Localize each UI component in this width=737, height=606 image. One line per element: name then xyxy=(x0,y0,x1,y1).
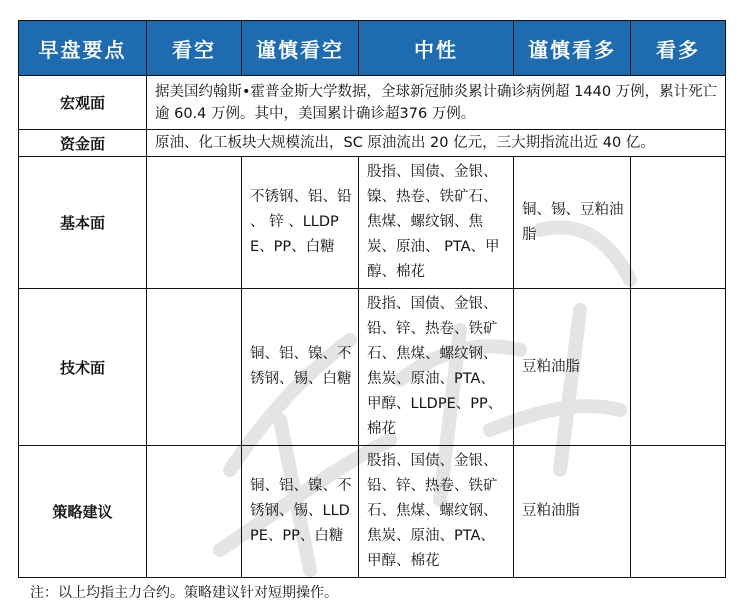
strategy-row xyxy=(19,446,726,578)
capital-row xyxy=(19,130,726,157)
header-bearish: 看空 xyxy=(147,21,242,76)
strategy-cautious-bearish: 铜、铝、镍、不锈钢、锡、LLDPE、PP、白糖 xyxy=(242,446,359,578)
header-neutral: 中性 xyxy=(359,21,514,76)
header-cautious-bearish: 谨慎看空 xyxy=(242,21,359,76)
strategy-neutral: 股指、国债、金银、铅、锌、热卷、铁矿石、焦煤、螺纹钢、焦炭、原油、PTA、甲醇、棉花 xyxy=(359,446,514,578)
strategy-label: 策略建议 xyxy=(19,446,147,578)
capital-text: 原油、化工板块大规模流出，SC 原油流出 20 亿元，三大期指流出近 40 亿。 xyxy=(147,130,726,157)
technical-neutral: 股指、国债、金银、铅、锌、热卷、铁矿石、焦煤、螺纹钢、焦炭、原油、PTA、甲醇、LLDPE、PP、棉花 xyxy=(359,289,514,446)
header-row xyxy=(19,21,726,76)
strategy-bullish xyxy=(631,446,726,578)
technical-row xyxy=(19,289,726,446)
footnote: 注：以上均指主力合约。策略建议针对短期操作。 xyxy=(30,585,338,601)
macro-label: 宏观面 xyxy=(19,76,147,130)
header-cautious-bullish: 谨慎看多 xyxy=(514,21,631,76)
macro-row xyxy=(19,76,726,130)
strategy-cautious-bullish: 豆粕油脂 xyxy=(514,446,631,578)
header-morning-points: 早盘要点 xyxy=(19,21,147,76)
technical-label: 技术面 xyxy=(19,289,147,446)
technical-bullish xyxy=(631,289,726,446)
fundamental-bullish xyxy=(631,157,726,289)
macro-text: 据美国约翰斯•霍普金斯大学数据，全球新冠肺炎累计确诊病例超 1440 万例，累计死亡逾 60.4 万例。其中，美国累计确诊超376 万例。 xyxy=(147,76,726,130)
fundamental-cautious-bearish: 不锈钢、铝、铅 、 锌 、LLDPE、PP、白糖 xyxy=(242,157,359,289)
fundamental-neutral: 股指、国债、金银、镍、热卷、铁矿石、焦煤、螺纹钢、焦炭、原油、 PTA、甲醇、棉花 xyxy=(359,157,514,289)
header-bullish: 看多 xyxy=(631,21,726,76)
technical-cautious-bullish: 豆粕油脂 xyxy=(514,289,631,446)
fundamental-cautious-bullish: 铜、锡、豆粕油脂 xyxy=(514,157,631,289)
morning-summary-table xyxy=(18,20,726,578)
fundamental-bearish xyxy=(147,157,242,289)
fundamental-label: 基本面 xyxy=(19,157,147,289)
fundamental-row xyxy=(19,157,726,289)
technical-cautious-bearish: 铜、铝、镍、不锈钢、锡、白糖 xyxy=(242,289,359,446)
capital-label: 资金面 xyxy=(19,130,147,157)
strategy-bearish xyxy=(147,446,242,578)
technical-bearish xyxy=(147,289,242,446)
